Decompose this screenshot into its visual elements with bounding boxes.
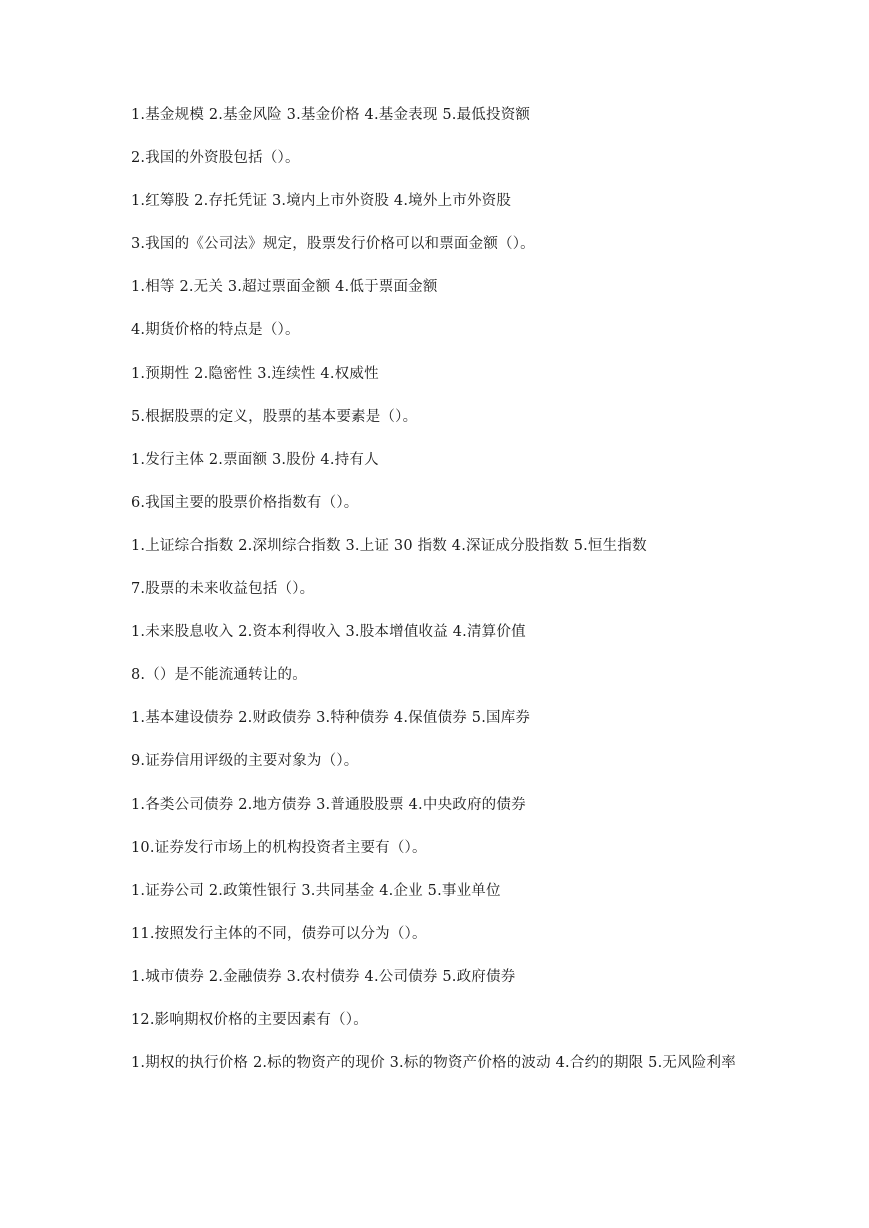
- question-8: 8.（）是不能流通转让的。: [131, 667, 307, 684]
- answer-options-q1: 1.基金规模 2.基金风险 3.基金价格 4.基金表现 5.最低投资额: [131, 107, 531, 123]
- answer-options-q5: 1.发行主体 2.票面额 3.股份 4.持有人: [131, 451, 379, 468]
- question-7: 7.股票的未来收益包括（）。: [131, 581, 315, 598]
- question-11: 11.按照发行主体的不同，债券可以分为（）。: [131, 925, 427, 942]
- answer-options-q4: 1.预期性 2.隐密性 3.连续性 4.权威性: [131, 365, 379, 382]
- answer-options-q8: 1.基本建设债券 2.财政债券 3.特种债券 4.保值债券 5.国库券: [131, 710, 531, 727]
- question-9: 9.证券信用评级的主要对象为（）。: [131, 753, 359, 770]
- answer-options-q2: 1.红筹股 2.存托凭证 3.境内上市外资股 4.境外上市外资股: [131, 193, 512, 210]
- question-4: 4.期货价格的特点是（）。: [131, 322, 300, 339]
- question-2: 2.我国的外资股包括（）。: [131, 150, 300, 167]
- answer-options-q3: 1.相等 2.无关 3.超过票面金额 4.低于票面金额: [131, 279, 438, 296]
- question-12: 12.影响期权价格的主要因素有（）。: [131, 1011, 368, 1028]
- question-5: 5.根据股票的定义，股票的基本要素是（）。: [131, 408, 418, 425]
- answer-options-q9: 1.各类公司债券 2.地方债券 3.普通股股票 4.中央政府的债券: [131, 796, 526, 813]
- question-10: 10.证券发行市场上的机构投资者主要有（）。: [131, 839, 427, 856]
- answer-options-q7: 1.未来股息收入 2.资本利得收入 3.股本增值收益 4.清算价值: [131, 624, 526, 641]
- answer-options-q10: 1.证券公司 2.政策性银行 3.共同基金 4.企业 5.事业单位: [131, 882, 501, 899]
- question-3: 3.我国的《公司法》规定，股票发行价格可以和票面金额（）。: [131, 236, 535, 253]
- answer-options-q11: 1.城市债券 2.金融债券 3.农村债券 4.公司债券 5.政府债券: [131, 968, 516, 985]
- answer-options-q12: 1.期权的执行价格 2.标的物资产的现价 3.标的物资产价格的波动 4.合约的期限 5.无风险利率: [131, 1055, 736, 1072]
- answer-options-q6: 1.上证综合指数 2.深圳综合指数 3.上证 30 指数 4.深证成分股指数 5.恒生指数: [131, 537, 647, 554]
- document-page: [131, 104, 743, 1097]
- question-6: 6.我国主要的股票价格指数有（）。: [131, 494, 359, 511]
